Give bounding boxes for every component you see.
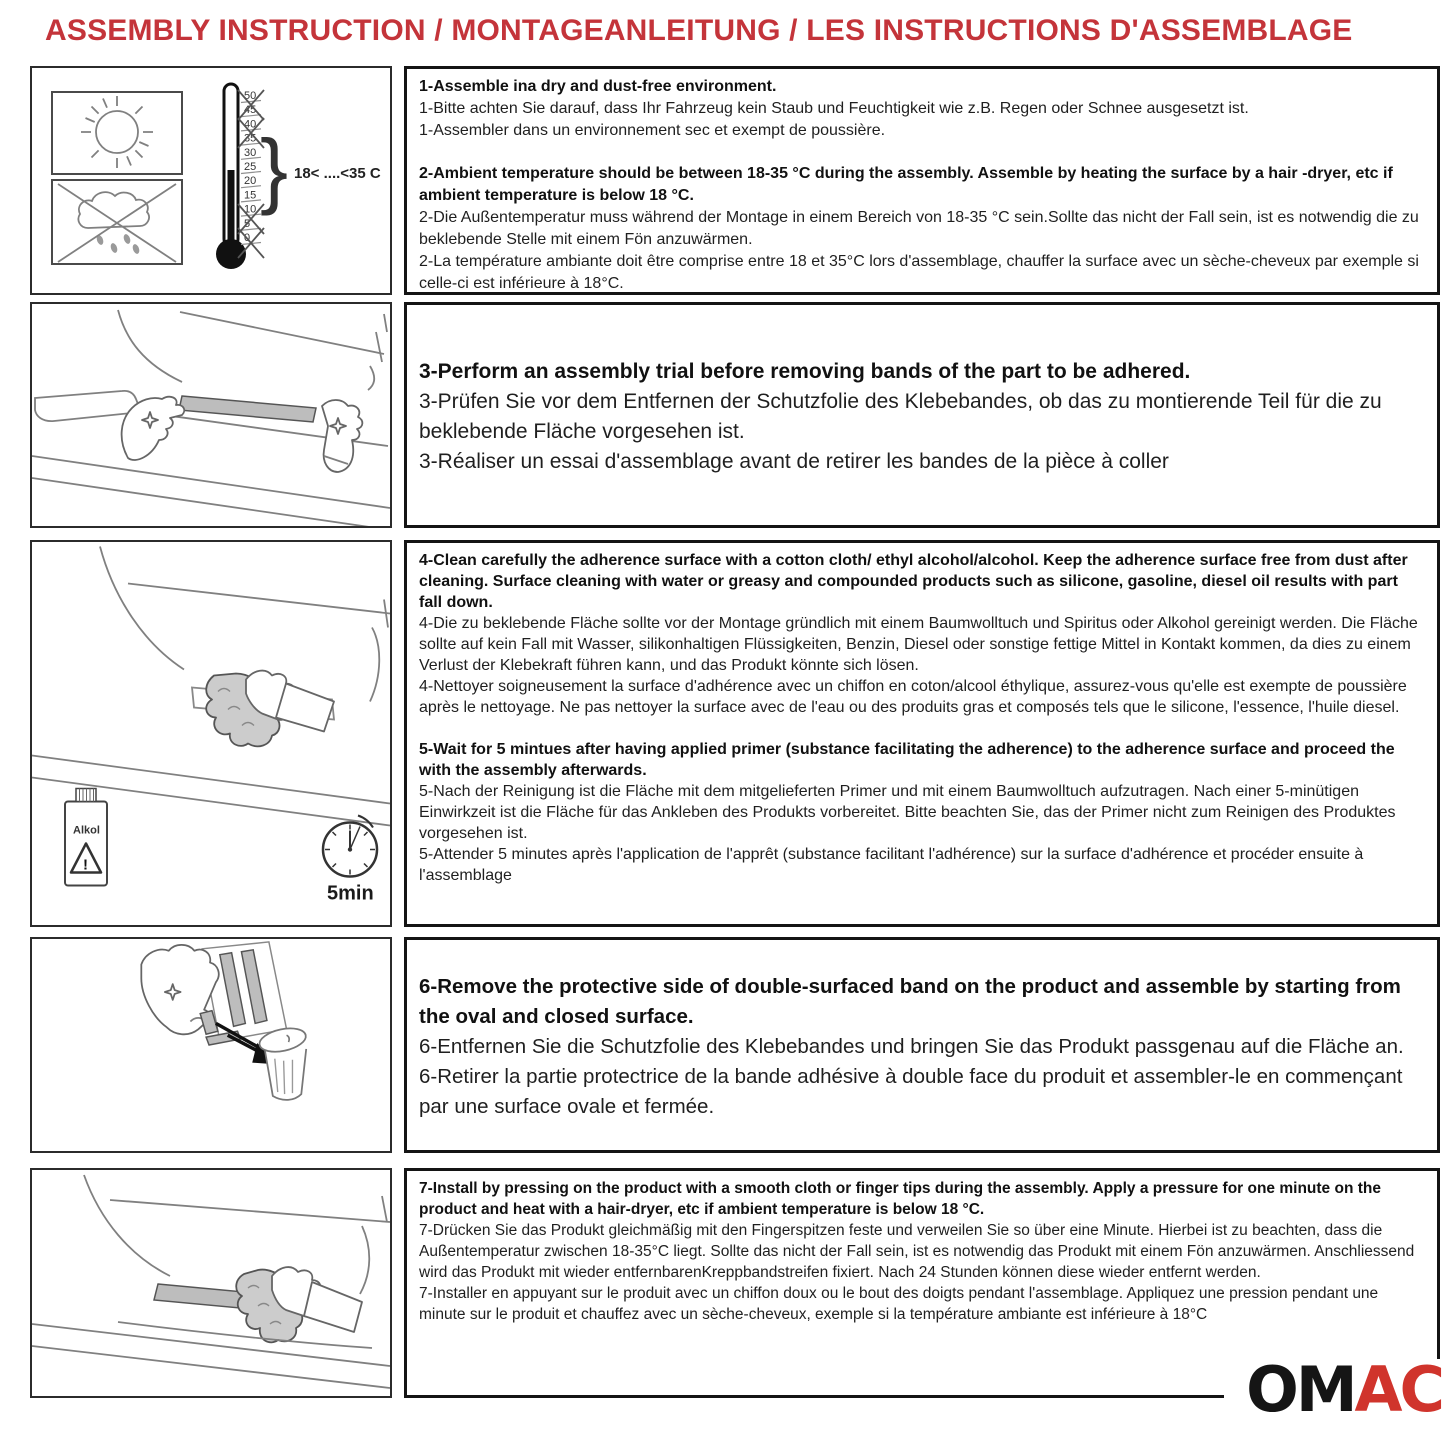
- page-title: ASSEMBLY INSTRUCTION / MONTAGEANLEITUNG / LES INSTRUCTIONS D'ASSEMBLAGE: [45, 14, 1353, 47]
- step-4-5-row: [0, 540, 1445, 927]
- instruction-text-en: 3-Perform an assembly trial before removing bands of the part to be adhered.: [419, 360, 1191, 383]
- instruction-text-fr: 3-Réaliser un essai d'assemblage avant de retirer les bandes de la pièce à coller: [419, 450, 1169, 473]
- assembly-trial-illustration: [30, 302, 392, 528]
- instruction-text-de: 7-Drücken Sie das Produkt gleichmäßig mit den Fingerspitzen feste und verweilen Sie so über eine Minute. Hierbei ist zu beachten, dass die Außentemperatur zwischen 18-35°C liegt. Sollte das nicht der Fall sein, ist es notwendig das Produkt mit einem Fön anzuwärmen. Anschliessend wird das Produkt mit wieder entfernbarenKreppbandstreifen fixiert. Nach 24 Stunden können diese wieder entfernt werden.: [419, 1222, 1415, 1281]
- range-brace: }: [260, 122, 289, 216]
- instruction-text-fr: 4-Nettoyer soigneusement la surface d'adhérence avec un chiffon en coton/alcool éthylique, assurez-vous qu'elle est exempte de poussière après le nettoyage. Ne pas nettoyer la surface avec de l'eau ou des produits gras et composés tels que le silicone, l'essence, l'huile diesel.: [419, 678, 1407, 716]
- alcohol-bottle-icon: [65, 789, 107, 886]
- instruction-text-de: 1-Bitte achten Sie darauf, dass Ihr Fahrzeug kein Staub und Feuchtigkeit wie z.B. Regen oder Schnee ausgesetzt ist.: [419, 100, 1249, 117]
- svg-text:20: 20: [244, 175, 257, 188]
- step-6-row: [0, 937, 1445, 1153]
- instruction-text-fr: 7-Installer en appuyant sur le produit avec un chiffon doux ou le bout des doigts pendant l'assemblage. Appliquez une pression pendant une minute sur le produit et chauffez avec un sèche-cheveux, exemple si la température ambiante est inférieure à 18°C: [419, 1285, 1379, 1323]
- instruction-text-de: 5-Nach der Reinigung ist die Fläche mit dem mitgelieferten Primer und mit einem Baumwolltuch aufzutragen. Nach einer 5-minütigen Einwirkzeit ist die Fläche für das Ankleben des Produkts vorbereitet. Bitte beachten Sie, das der Primer nicht zum Reinigen des Produktes vorgesehen ist.: [419, 783, 1396, 842]
- svg-text:0: 0: [244, 232, 251, 244]
- alcohol-bottle-label: Alkol: [73, 824, 100, 837]
- instruction-text-en: 4-Clean carefully the adherence surface with a cotton cloth/ ethyl alcohol/alcohol. Keep the adherence surface free from dust after cleaning. Surface cleaning with water or greasy and compounded products such as silicone, gasoline, diesel oil results with part fall down.: [419, 552, 1408, 611]
- step-4-5-textbox: [404, 540, 1440, 927]
- step-1-2-row: [0, 66, 1445, 295]
- instruction-text-en: 5-Wait for 5 mintues after having applied primer (substance facilitating the adherence) to the adherence surface and proceed the with the assembly afterwards.: [419, 741, 1395, 779]
- clock-icon: [323, 816, 377, 905]
- sun-icon: [52, 92, 182, 174]
- instruction-text-de: 3-Prüfen Sie vor dem Entfernen der Schutzfolie des Klebebandes, ob das zu montierende Teil für die zu beklebende Fläche vorgesehen ist.: [419, 390, 1382, 443]
- thermometer-icon: [216, 84, 381, 269]
- car-sill-fitting-illustration: [32, 304, 390, 526]
- instruction-text-fr: 6-Retirer la partie protectrice de la bande adhésive à double face du produit et assembler-le en commençant par une surface ovale et fermée.: [419, 1065, 1403, 1118]
- temperature-range-label: 18< ....<35 C: [294, 165, 381, 182]
- instruction-text-de: 4-Die zu beklebende Fläche sollte vor der Montage gründlich mit einem Baumwolltuch und Spiritus oder Alkohol gereinigt werden. Die Fläche sollte auf kein Fall mit Wasser, silikonhaltigen Flüssigkeiten, Benzin, Diesel oder sonstige fettige Mittel in Kontakt kommen, da dies zu einem Verlust der Klebekraft führen kann, und das Produkt könnte sich lösen.: [419, 615, 1418, 674]
- svg-text:25: 25: [244, 161, 257, 173]
- svg-text:15: 15: [244, 189, 257, 202]
- omac-logo-red-letters: AC: [1354, 1353, 1442, 1426]
- tape-removal-illustration-svg: [32, 939, 390, 1151]
- svg-text:5: 5: [244, 217, 251, 230]
- svg-text:!: !: [83, 856, 88, 874]
- svg-text:45: 45: [244, 104, 257, 117]
- step-1-2-textbox: [404, 66, 1440, 295]
- tape-removal-illustration: [30, 937, 392, 1153]
- environment-illustration-svg: [32, 68, 390, 293]
- svg-text:40: 40: [244, 118, 257, 131]
- step-3-row: [0, 302, 1445, 528]
- cleaning-illustration-svg: [32, 542, 390, 925]
- step-6-textbox: [404, 937, 1440, 1153]
- svg-text:30: 30: [244, 146, 257, 159]
- step-3-textbox: [404, 302, 1440, 528]
- instruction-text-de: 6-Entfernen Sie die Schutzfolie des Klebebandes und bringen Sie das Produkt passgenau auf die Fläche an.: [419, 1035, 1404, 1058]
- clock-label: 5min: [327, 882, 374, 905]
- instruction-text-en: 6-Remove the protective side of double-surfaced band on the product and assemble by starting from the oval and closed surface.: [419, 975, 1401, 1028]
- instruction-text-fr: 5-Attender 5 minutes après l'application de l'apprêt (substance facilitant l'adhérence) sur la surface d'adhérence et procéder ensuite à l'assemblage: [419, 846, 1364, 884]
- pressing-illustration-svg: [32, 1170, 390, 1396]
- door-sill-trim-strip: [154, 1284, 244, 1308]
- no-rain-icon: [52, 180, 182, 264]
- instruction-text-en: 2-Ambient temperature should be between 18-35 °C during the assembly. Assemble by heating the surface by a hair -dryer, etc if ambient temperature is below 18 °C.: [419, 165, 1393, 204]
- instruction-text-en: 1-Assemble ina dry and dust-free environment.: [419, 78, 777, 95]
- cleaning-illustration: [30, 540, 392, 927]
- wiping-arm: [276, 684, 334, 732]
- svg-text:50: 50: [244, 90, 257, 102]
- left-hand: [122, 397, 185, 460]
- instruction-text-fr: 1-Assembler dans un environnement sec et exempt de poussière.: [419, 122, 886, 139]
- omac-logo: [1224, 1353, 1442, 1426]
- instruction-text-fr: 2-La température ambiante doit être comprise entre 18 et 35°C lors d'assemblage, chauffer la surface avec un sèche-cheveux par exemple si celle-ci est inférieure à 18°C.: [419, 253, 1419, 292]
- door-sill-trim-strip: [179, 396, 316, 422]
- instruction-text-en: 7-Install by pressing on the product with a smooth cloth or finger tips during the assembly. Apply a pressure for one minute on the product and heat with a hair-dryer, etc if ambient temperature is below 18 °C.: [419, 1180, 1381, 1218]
- omac-logo-black-letters: OM: [1246, 1353, 1355, 1426]
- svg-text:10: 10: [244, 203, 257, 216]
- pressing-arm: [304, 1282, 362, 1332]
- environment-illustration: [30, 66, 392, 295]
- instruction-text-de: 2-Die Außentemperatur muss während der Montage in einem Bereich von 18-35 °C sein.Sollte das nicht der Fall sein, ist es notwendig die zu beklebende Stelle mit einem Fön anzuwärmen.: [419, 209, 1419, 248]
- pressing-illustration: [30, 1168, 392, 1398]
- svg-text:35: 35: [244, 132, 257, 145]
